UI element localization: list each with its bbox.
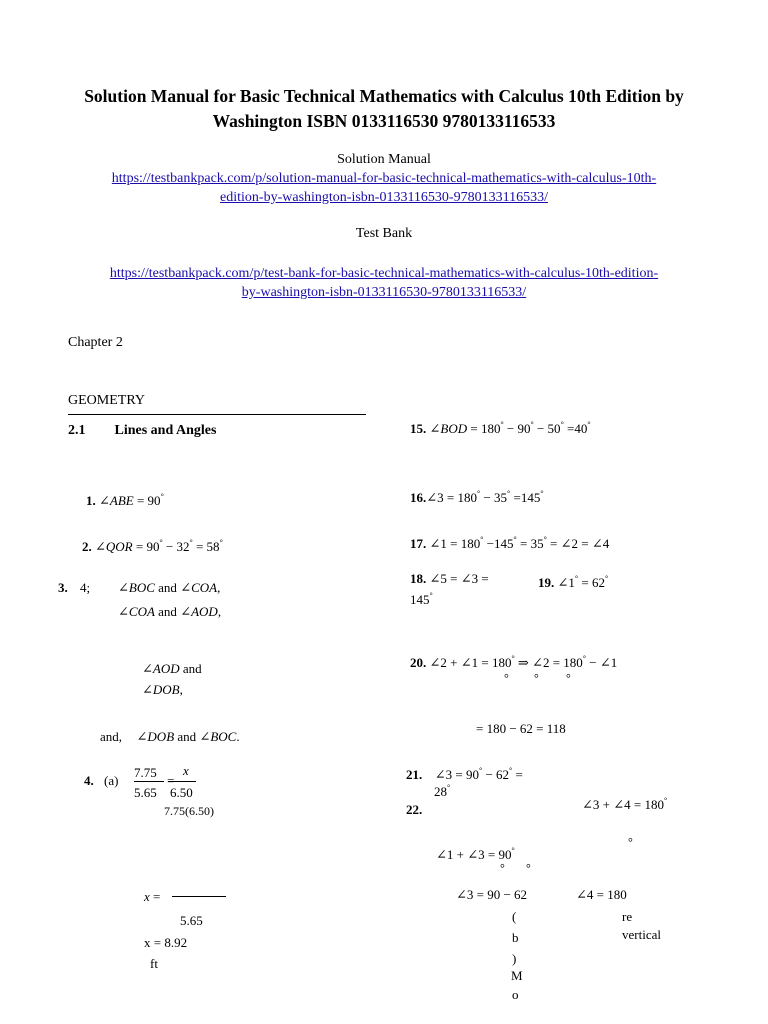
degree-sign: ° xyxy=(534,671,539,685)
problem-22-eq1 xyxy=(582,792,667,813)
problem-22-number: 22. xyxy=(406,802,423,817)
angle-term: ∠DOB xyxy=(136,729,175,744)
degree-sign: ° xyxy=(478,766,483,775)
degree-sign: ° xyxy=(511,846,515,855)
degree-sign: ° xyxy=(628,835,633,849)
degree-sign: ° xyxy=(500,420,504,429)
expression: = 90 xyxy=(132,539,160,554)
problem-number: 17. xyxy=(410,536,427,551)
degree-sign: ° xyxy=(189,538,193,547)
problem-22-eq4: ∠4 = 180 xyxy=(576,887,627,902)
degree-sign: ° xyxy=(663,796,668,805)
expression: ∠5 = ∠3 = xyxy=(429,571,489,586)
subsection-title: Lines and Angles xyxy=(114,423,217,438)
degree-sign: ° xyxy=(560,420,564,429)
solution-url-line2: edition-by-washington-isbn-0133116530-9780133116533/ xyxy=(220,190,548,205)
and-word: and, xyxy=(100,729,123,744)
problem-18 xyxy=(410,570,489,587)
problem-3-line2 xyxy=(118,603,221,620)
and-word: and xyxy=(154,604,181,619)
expression: = 62 xyxy=(578,575,605,590)
angle-term: ∠COA xyxy=(118,604,155,619)
test-bank-link[interactable] xyxy=(110,266,658,300)
degree-sign: ° xyxy=(447,783,451,792)
expression: = 90 xyxy=(133,493,161,508)
problem-4-number: 4. xyxy=(84,773,94,788)
column-char: b xyxy=(512,930,519,945)
column-char: ) xyxy=(512,951,517,966)
expression: = xyxy=(512,767,523,782)
page-title: Solution Manual for Basic Technical Mathematics with Calculus 10th Edition by Washington ISBN 0133116530 9780133116533 xyxy=(84,86,684,131)
unit-ft: ft xyxy=(150,956,158,971)
problem-16 xyxy=(410,485,544,506)
expression: −145 xyxy=(483,536,514,551)
degree-sign: ° xyxy=(477,489,481,498)
angle-term: ∠AOD xyxy=(142,661,180,676)
expression: = 58 xyxy=(192,539,220,554)
subsection-heading xyxy=(68,422,216,440)
degree-sign: ° xyxy=(530,420,534,429)
expression: ∠1 xyxy=(557,575,575,590)
degree-sign: ° xyxy=(500,861,505,875)
degree-sign: ° xyxy=(540,489,544,498)
fraction1-numerator: 7.75 xyxy=(134,765,157,780)
problem-22-vertical: vertical xyxy=(622,927,661,942)
fraction1-bar xyxy=(134,781,164,782)
column-char: ( xyxy=(512,909,517,924)
problem-22-re: re xyxy=(622,909,633,924)
and-word: and xyxy=(179,661,202,676)
problem-number: 15. xyxy=(410,421,427,436)
fraction1-denominator: 5.65 xyxy=(134,785,157,800)
and-word: and xyxy=(154,580,181,595)
problem-20-result: = 180 − 62 = 118 xyxy=(476,721,566,736)
degree-sign: ° xyxy=(587,420,591,429)
problem-21 xyxy=(406,762,523,783)
degree-sign: ° xyxy=(566,671,571,685)
problem-3-count: 4; xyxy=(80,580,91,595)
expression: ∠2 + ∠1 = 180 xyxy=(429,655,512,670)
expression: − 62 xyxy=(482,767,510,782)
degree-sign: ° xyxy=(480,535,484,544)
x-variable: x xyxy=(144,889,150,904)
comma: , xyxy=(179,682,183,697)
problem-15 xyxy=(410,416,591,437)
fraction3-denominator: 5.65 xyxy=(180,913,203,928)
problem-19 xyxy=(538,570,608,591)
expression: = 180 xyxy=(467,421,501,436)
degree-sign: ° xyxy=(507,489,511,498)
expression: ∠3 = 90 xyxy=(434,767,479,782)
expression: ∠1 + ∠3 = 90 xyxy=(436,847,512,862)
problem-number: 19. xyxy=(538,575,555,590)
problem-20 xyxy=(410,650,617,671)
column-char: o xyxy=(512,987,519,1002)
problem-3-line1 xyxy=(118,579,220,596)
expression: − 35 xyxy=(480,490,508,505)
x-equals: x = xyxy=(144,889,161,904)
problem-number: 18. xyxy=(410,571,427,586)
angle-term: ∠QOR xyxy=(95,539,133,554)
fraction3-bar xyxy=(172,896,226,897)
test-bank-block xyxy=(40,264,728,302)
degree-sign: ° xyxy=(574,574,579,583)
problem-17 xyxy=(410,531,609,552)
period: . xyxy=(236,729,240,744)
x-result: x = 8.92 xyxy=(144,935,188,950)
product-expression: 7.75(6.50) xyxy=(164,804,214,818)
value: 145 xyxy=(410,592,430,607)
angle-term: ∠DOB xyxy=(142,682,180,697)
degree-sign: ° xyxy=(160,492,164,501)
fraction2-bar xyxy=(168,781,196,782)
degree-sign: ° xyxy=(509,766,513,775)
expression: = ∠2 = ∠4 xyxy=(546,536,610,551)
equals-sign: = xyxy=(167,773,175,788)
angle-term: ∠BOC xyxy=(199,729,237,744)
problem-21-value xyxy=(434,779,450,800)
expression: − 50 xyxy=(533,421,561,436)
problem-number: 16. xyxy=(410,490,427,505)
problem-number: 1. xyxy=(86,493,96,508)
expression: − 32 xyxy=(162,539,190,554)
angle-term: ∠COA xyxy=(180,580,218,595)
angle-term: ∠3 xyxy=(426,490,444,505)
section-heading: GEOMETRY xyxy=(68,393,145,408)
solution-manual-block xyxy=(40,150,728,207)
degree-sign: ° xyxy=(526,861,531,875)
degree-sign: ° xyxy=(504,671,509,685)
problem-4-part: (a) xyxy=(104,773,119,788)
problem-18-value xyxy=(410,587,433,608)
section-rule xyxy=(68,414,366,415)
problem-3-number: 3. xyxy=(58,580,68,595)
problem-2 xyxy=(82,534,223,555)
problem-3-line4 xyxy=(142,681,183,698)
testbank-url-line1: https://testbankpack.com/p/test-bank-for-basic-technical-mathematics-with-calculus-10th-edition- xyxy=(109,266,659,281)
angle-term: ∠AOD xyxy=(180,604,218,619)
expression: = 35 xyxy=(516,536,544,551)
expression: =40 xyxy=(563,421,588,436)
problem-number: 20. xyxy=(410,655,427,670)
degree-sign: ° xyxy=(159,538,163,547)
problem-22-eq3: ∠3 = 90 − 62 xyxy=(456,887,528,902)
solution-url-line1: https://testbankpack.com/p/solution-manual-for-basic-technical-mathematics-with-calculus-10th- xyxy=(111,171,657,186)
expression: = 180 xyxy=(443,490,477,505)
expression: =145 xyxy=(510,490,541,505)
subsection-number: 2.1 xyxy=(68,423,86,438)
testbank-url-line2: by-washington-isbn-0133116530-9780133116533/ xyxy=(241,285,527,300)
problem-1 xyxy=(86,488,164,509)
expression: − 90 xyxy=(503,421,531,436)
angle-term: ∠ABE xyxy=(99,493,134,508)
degree-sign: ° xyxy=(604,574,609,583)
expression: − ∠1 xyxy=(585,655,618,670)
expression: ∠3 + ∠4 = 180 xyxy=(582,797,664,812)
comma: , xyxy=(217,580,221,595)
solution-manual-label: Solution Manual xyxy=(337,152,431,167)
angle-term: ∠BOD xyxy=(429,421,468,436)
degree-sign: ° xyxy=(219,538,223,547)
problem-3-line3 xyxy=(142,660,202,677)
problem-3-line5 xyxy=(100,728,240,745)
column-char: M xyxy=(511,968,523,983)
expression: ∠1 = 180 xyxy=(429,536,481,551)
fraction2-denominator: 6.50 xyxy=(170,785,193,800)
problem-number: 21. xyxy=(406,767,423,782)
angle-term: ∠BOC xyxy=(118,580,155,595)
and-word: and xyxy=(174,729,200,744)
value: 28 xyxy=(434,784,447,799)
comma: , xyxy=(217,604,222,619)
degree-sign: ° xyxy=(513,535,517,544)
solution-manual-link[interactable] xyxy=(112,171,656,205)
problem-number: 2. xyxy=(82,539,92,554)
fraction2-numerator: x xyxy=(183,763,189,778)
degree-sign: ° xyxy=(582,654,586,663)
test-bank-label: Test Bank xyxy=(355,226,413,241)
degree-sign: ° xyxy=(543,535,547,544)
degree-sign: ° xyxy=(511,654,515,663)
degree-sign: ° xyxy=(429,591,433,600)
chapter-label: Chapter 2 xyxy=(68,335,123,350)
expression: ⇒ ∠2 = 180 xyxy=(514,655,583,670)
